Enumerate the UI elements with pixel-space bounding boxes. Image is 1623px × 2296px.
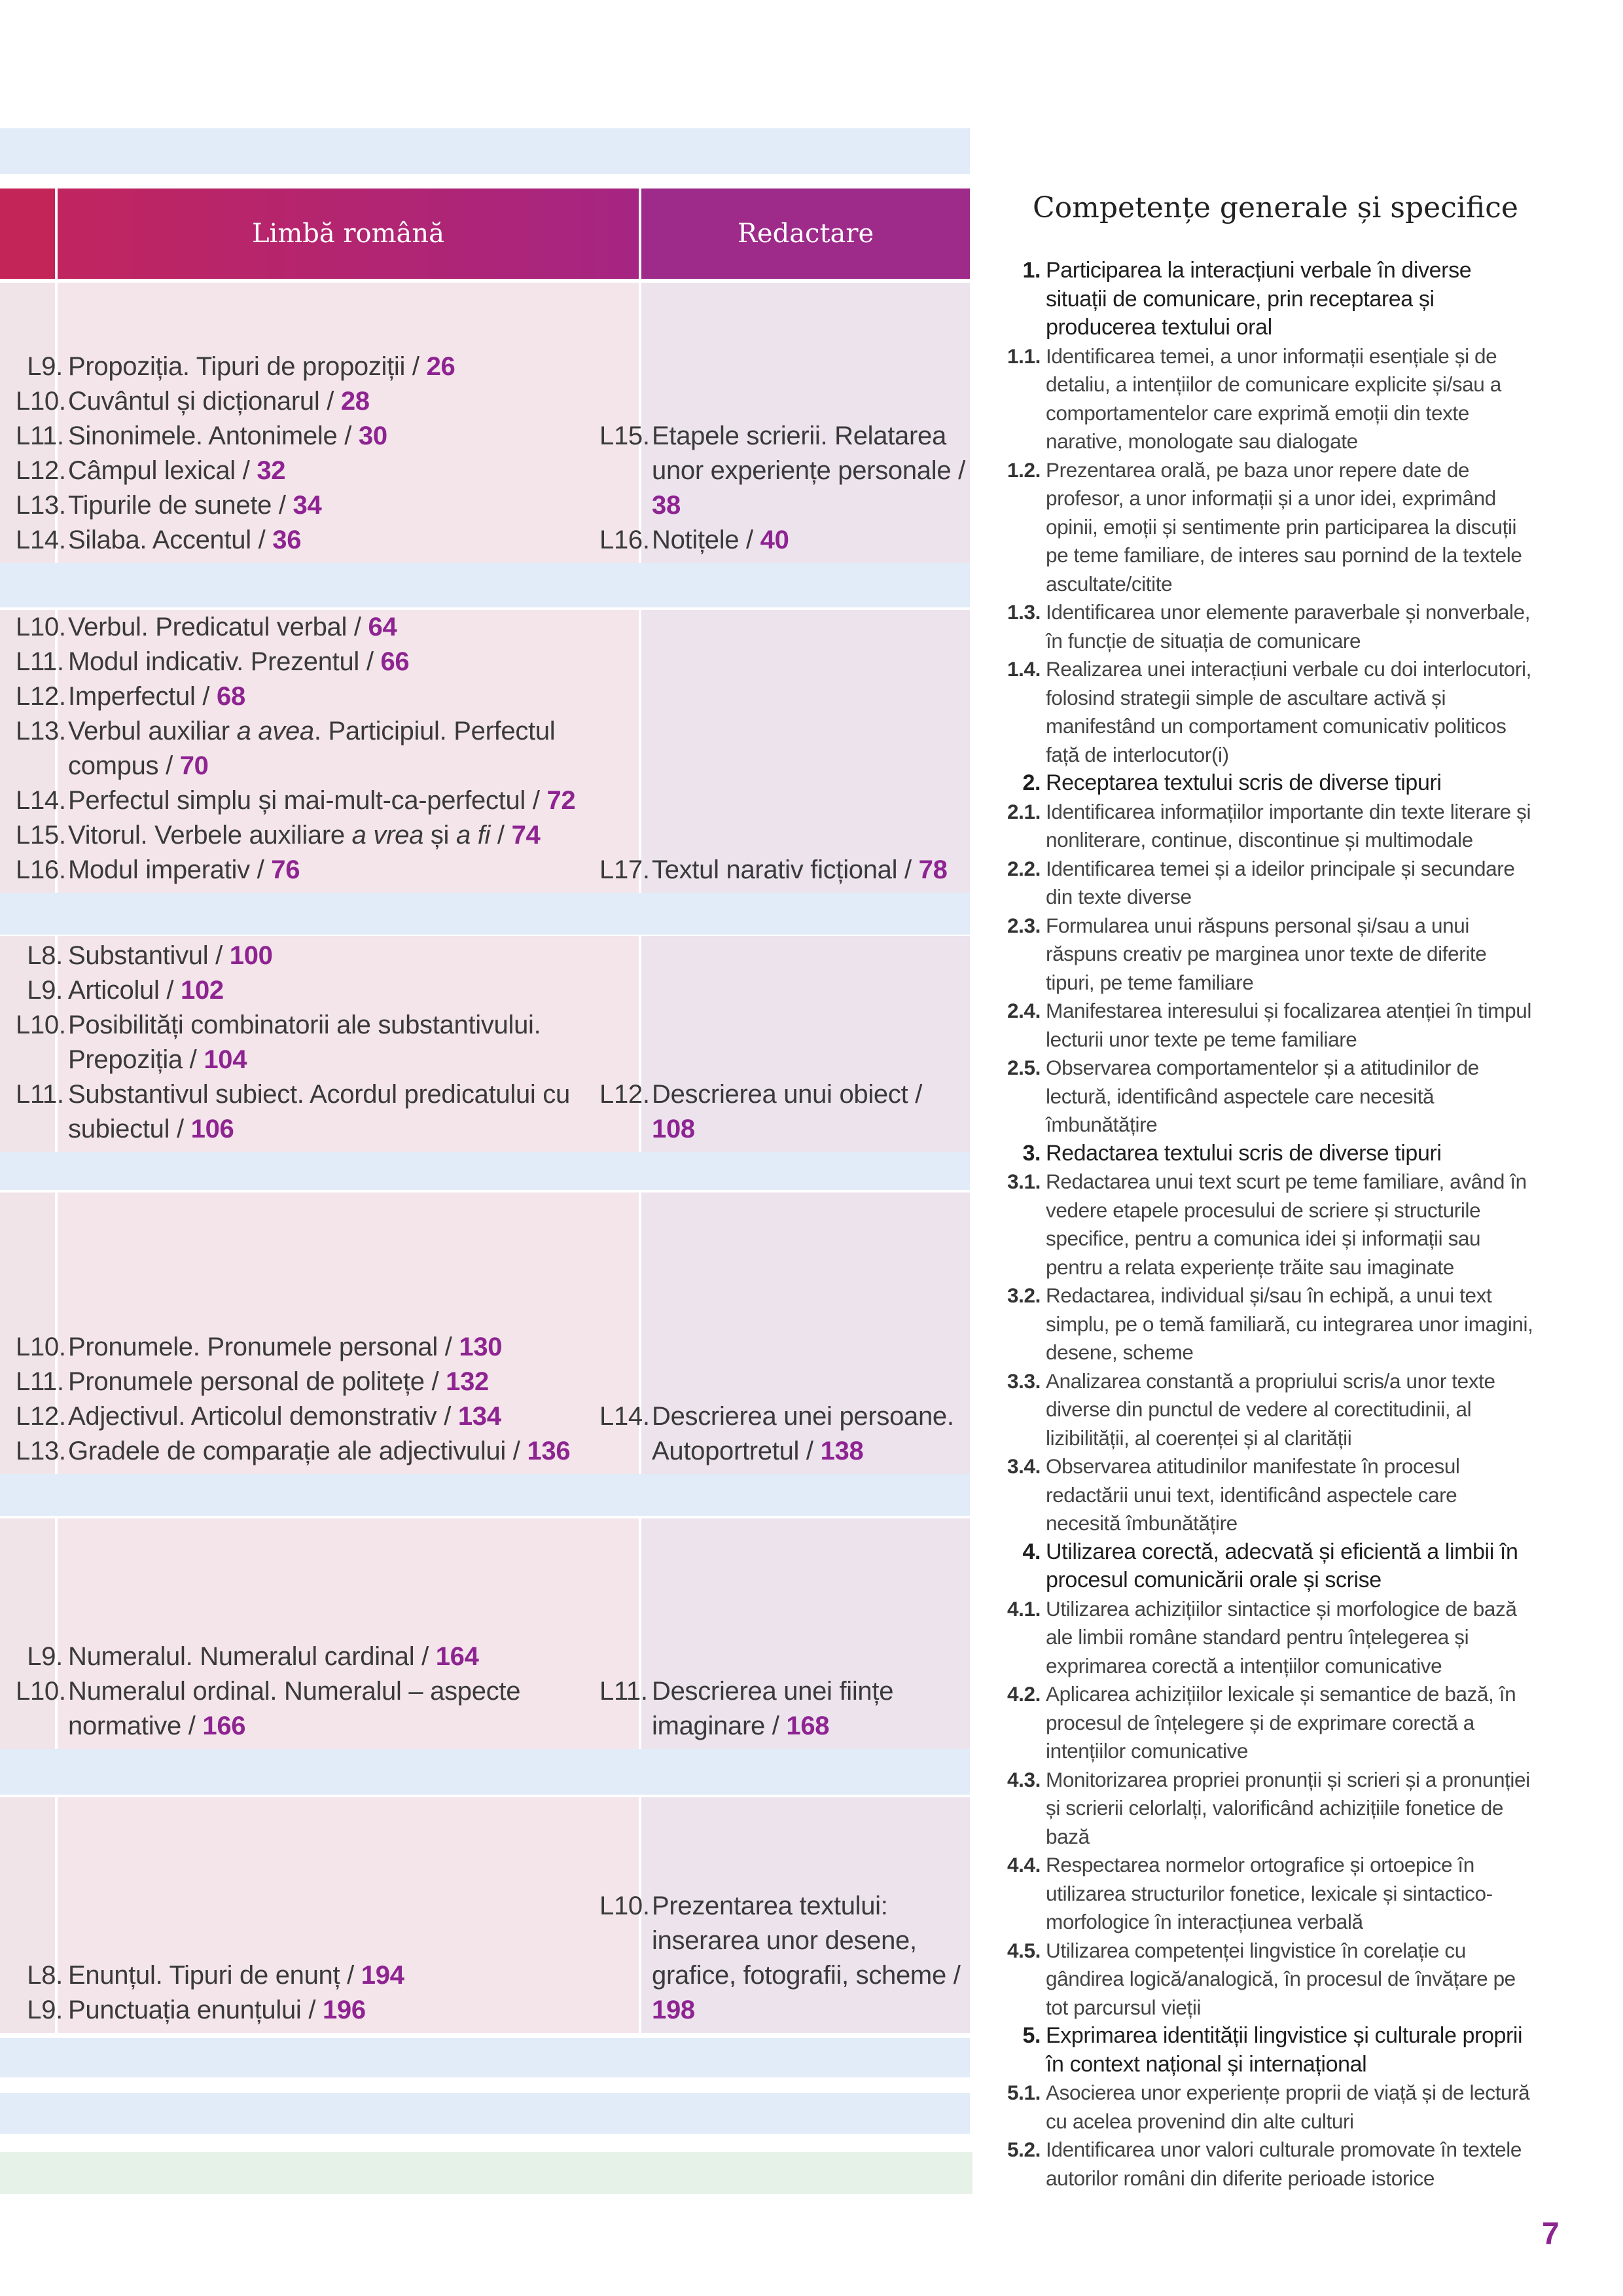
unit-separator [0, 1152, 970, 1190]
limba-romana-cell [16, 936, 639, 1152]
specific-competence [999, 1937, 1535, 2022]
lesson-item [27, 939, 639, 973]
competence-text: Utilizarea corectă, adecvată și eficientă a limbii în procesul comunicării orale și scrise [1046, 1539, 1518, 1592]
lesson-page: 76 [271, 855, 300, 884]
lesson-item [16, 488, 639, 523]
lesson-item [27, 350, 639, 384]
lesson-item [16, 818, 639, 853]
lesson-title: Modul indicativ. Prezentul / [68, 647, 381, 676]
competence-text: Realizarea unei interacțiuni verbale cu doi interlocutori, folosind strategii simple de ascultare activă și manifestând un comportament comunicativ politicos față de interlocutor(i) [1046, 657, 1531, 766]
competence-text: Redactarea textului scris de diverse tipuri [1046, 1140, 1442, 1166]
competence-text: Identificarea temei, a unor informații esențiale și de detaliu, a intențiilor de comunicare explicite și/sau a comportamentelor care exprimă emoții din texte narative, monologate sau dialogate [1046, 344, 1501, 453]
lesson-list [599, 1674, 970, 1744]
lesson-title: Propoziția. Tipuri de propoziții / [68, 352, 427, 381]
lesson-item [16, 1365, 639, 1399]
competence-number: 4. [1022, 1539, 1041, 1564]
lesson-number: L8. [27, 941, 63, 970]
competence-text: Identificarea informațiilor importante din texte literare și nonliterare, continue, discontinue și multimodale [1046, 799, 1531, 852]
competence-number: 4.1. [1007, 1596, 1041, 1621]
lesson-number: L15. [16, 821, 66, 850]
unit-separator [0, 1474, 970, 1516]
lesson-title: Imperfectul / [68, 682, 217, 711]
specific-competence [999, 2136, 1535, 2193]
competence-text: Identificarea unor valori culturale promovate în textele autorilor români din diferite perioade istorice [1046, 2138, 1522, 2190]
lesson-title: Sinonimele. Antonimele / [68, 422, 359, 450]
general-competence [999, 1139, 1535, 1168]
lesson-list [599, 419, 970, 558]
competence-number: 1.3. [1007, 600, 1041, 624]
specific-competence [999, 1282, 1535, 1367]
competence-number: 3.3. [1007, 1369, 1041, 1393]
competence-text: Formularea unui răspuns personal și/sau a unui răspuns creativ pe marginea unor texte de diferite tipuri, pe teme familiare [1046, 913, 1487, 994]
lesson-item [16, 1399, 639, 1434]
limba-romana-cell [16, 1193, 639, 1474]
lesson-number: L10. [16, 613, 66, 641]
lesson-item [16, 783, 639, 818]
competence-number: 2.5. [1007, 1056, 1041, 1079]
lesson-number: L11. [599, 1677, 648, 1706]
lesson-page: 198 [652, 1996, 695, 2024]
specific-competence [999, 1452, 1535, 1538]
lesson-title: Punctuația enunțului / [68, 1996, 323, 2024]
lesson-page: 108 [652, 1115, 695, 1143]
lesson-number: L14. [16, 786, 66, 815]
lesson-title: Posibilități combinatorii ale substantivului. Prepoziția / [68, 1011, 541, 1074]
lesson-item [599, 1399, 970, 1469]
lesson-page: 68 [217, 682, 245, 711]
competence-number: 4.3. [1007, 1767, 1041, 1791]
lesson-page: 164 [435, 1642, 479, 1671]
lesson-item [16, 610, 639, 645]
redactare-cell [599, 1518, 970, 1749]
unit-separator [0, 563, 970, 607]
lesson-title: Textul narativ ficțional / [652, 855, 919, 884]
lesson-list [16, 1330, 639, 1469]
lesson-page: 196 [322, 1996, 366, 2024]
specific-competence [999, 1680, 1535, 1766]
competence-text: Utilizarea competenței lingvistice în corelație cu gândirea logică/analogică, în procesul de învățare pe tot parcursul vieții [1046, 1938, 1516, 2019]
lesson-number: L11. [16, 647, 64, 676]
competence-number: 1. [1022, 258, 1041, 283]
lesson-item [599, 419, 970, 523]
unit-separator [0, 1749, 970, 1795]
lesson-page: 130 [459, 1333, 503, 1361]
competence-text: Redactarea unui text scurt pe teme familiare, având în vedere etapele procesului de scriere și structurile specifice, pentru a comunica idei și informații sau pentru a relata experiențe trăite sau imaginate [1046, 1170, 1527, 1279]
page-number: 7 [1542, 2217, 1560, 2251]
lesson-page: 106 [190, 1115, 234, 1143]
lesson-page: 34 [293, 491, 322, 520]
lesson-item [599, 523, 970, 558]
lesson-title: Cuvântul și dicționarul / [68, 387, 341, 416]
competence-number: 3.4. [1007, 1454, 1041, 1478]
lesson-number: L16. [599, 526, 650, 554]
lesson-number: L9. [27, 352, 63, 381]
lesson-list [27, 1958, 639, 2028]
specific-competence [999, 1168, 1535, 1282]
specific-competence [999, 1851, 1535, 1937]
lesson-number: L12. [16, 1402, 66, 1431]
lesson-number: L13. [16, 717, 66, 745]
lesson-page: 32 [257, 456, 286, 485]
lesson-number: L17. [599, 855, 650, 884]
specific-competence [999, 1595, 1535, 1681]
lesson-page: 138 [820, 1437, 864, 1465]
bottom-band-1 [0, 2038, 970, 2077]
lesson-title: Descrierea unei ființe imaginare / [652, 1677, 894, 1740]
lesson-number: L9. [27, 1996, 63, 2024]
lesson-page: 72 [546, 786, 576, 815]
lesson-title: Substantivul subiect. Acordul predicatului cu subiectul / [68, 1080, 570, 1143]
competence-number: 2.4. [1007, 999, 1041, 1022]
competence-text: Respectarea normelor ortografice și ortoepice în utilizarea structurilor fonetice, lexicale și sintactico-morfologice în interacțiunea verbală [1046, 1853, 1493, 1933]
lesson-number: L13. [16, 1437, 66, 1465]
limba-romana-cell [16, 1518, 639, 1749]
lesson-number: L10. [16, 1333, 66, 1361]
general-competence [999, 2022, 1535, 2079]
lesson-item [27, 1640, 639, 1674]
lesson-number: L11. [16, 422, 64, 450]
lesson-item [27, 1958, 639, 1993]
general-competence [999, 1538, 1535, 1595]
lesson-title: Gradele de comparație ale adjectivului / [68, 1437, 527, 1465]
specific-competence [999, 997, 1535, 1054]
lesson-page: 100 [229, 941, 273, 970]
competence-number: 3.2. [1007, 1283, 1041, 1307]
lesson-title: Numeralul ordinal. Numeralul – aspecte normative / [68, 1677, 521, 1740]
unit-separator [0, 893, 970, 935]
competence-number: 3.1. [1007, 1170, 1041, 1193]
lesson-item [16, 645, 639, 679]
specific-competence [999, 1766, 1535, 1852]
competence-text: Observarea atitudinilor manifestate în procesul redactării unui text, identificând aspectele care necesită îmbunătățire [1046, 1454, 1460, 1535]
lesson-page: 136 [527, 1437, 571, 1465]
unit-cell [0, 1518, 55, 1749]
lesson-page: 102 [181, 976, 224, 1005]
competences-list [999, 257, 1535, 2193]
lesson-title: Verbul. Predicatul verbal / [68, 613, 368, 641]
competence-text: Redactarea, individual și/sau în echipă, a unui text simplu, pe o temă familiară, cu integrarea unor imagini, desene, scheme [1046, 1283, 1533, 1364]
competence-text: Analizarea constantă a propriului scris/a unor texte diverse din punctul de vedere al corectitudinii, al lizibilității, al coerenței și al clarității [1046, 1369, 1495, 1450]
competence-text: Identificarea temei și a ideilor principale și secundare din texte diverse [1046, 856, 1515, 908]
specific-competence [999, 855, 1535, 912]
competence-text: Identificarea unor elemente paraverbale și nonverbale, în funcție de situația de comunicare [1046, 600, 1531, 653]
lesson-list [599, 1077, 970, 1147]
lesson-page: 66 [380, 647, 410, 676]
lesson-title: Pronumele. Pronumele personal / [68, 1333, 459, 1361]
top-band [0, 128, 970, 174]
competence-text: Monitorizarea propriei pronunții și scrieri și a pronunției și scrierii celorlalți, valorificând achizițiile fonetice de bază [1046, 1767, 1530, 1848]
competence-text: Manifestarea interesului și focalizarea atenției în timpul lecturii unor texte pe teme familiare [1046, 999, 1531, 1051]
lesson-title: Numeralul. Numeralul cardinal / [68, 1642, 436, 1671]
lesson-list [16, 610, 639, 888]
lesson-number: L11. [16, 1080, 64, 1109]
specific-competence [999, 456, 1535, 599]
competence-number: 5.1. [1007, 2081, 1041, 2104]
lesson-page: 64 [368, 613, 397, 641]
lesson-title: Modul imperativ / [68, 855, 272, 884]
bottom-band-3 [0, 2152, 972, 2194]
competence-text: Observarea comportamentelor și a atitudinilor de lectură, identificând aspectele care necesită îmbunătățire [1046, 1056, 1479, 1136]
lesson-title: Descrierea unui obiect / [652, 1080, 923, 1109]
competence-number: 1.4. [1007, 657, 1041, 681]
redactare-cell [599, 610, 970, 893]
lesson-number: L14. [16, 526, 66, 554]
lesson-item [16, 1330, 639, 1365]
lesson-number: L10. [599, 1892, 650, 1920]
specific-competence [999, 342, 1535, 456]
lesson-page: 70 [179, 751, 209, 780]
lesson-number: L12. [16, 456, 66, 485]
lesson-page: 40 [760, 526, 789, 554]
lesson-item [16, 853, 639, 888]
header-limba-romana: Limbă română [58, 188, 639, 279]
redactare-cell [599, 283, 970, 563]
lesson-item [599, 1077, 970, 1147]
lesson-number: L11. [16, 1367, 64, 1396]
lesson-number: L13. [16, 491, 66, 520]
lesson-title: Enunțul. Tipuri de enunț / [68, 1961, 361, 1990]
lesson-title: Notițele / [652, 526, 760, 554]
lesson-number: L10. [16, 387, 66, 416]
header-redactare: Redactare [641, 188, 970, 279]
competence-number: 4.4. [1007, 1853, 1041, 1876]
lesson-item [16, 454, 639, 488]
competence-number: 3. [1022, 1140, 1041, 1166]
lesson-page: 78 [918, 855, 948, 884]
competences-title: Competențe generale și specifice [1033, 191, 1518, 224]
lesson-number: L10. [16, 1011, 66, 1039]
lesson-list [599, 1399, 970, 1469]
competence-text: Prezentarea orală, pe baza unor repere date de profesor, a unor informații și a unor idei, exprimând opinii, emoții și sentimente prin participarea la discuții pe teme familiare, de interes sau pornind de la textele ascultate/citite [1046, 457, 1522, 596]
competence-text: Utilizarea achizițiilor sintactice și morfologice de bază ale limbii române standard pentru înțelegerea și exprimarea corectă a intențiilor comunicative [1046, 1596, 1517, 1677]
competence-number: 2.1. [1007, 799, 1041, 823]
lesson-title: Vitorul. Verbele auxiliare a vrea și a fi / [68, 821, 512, 850]
lesson-item [16, 1008, 639, 1077]
competence-number: 5.2. [1007, 2138, 1041, 2161]
competence-number: 2. [1022, 770, 1041, 795]
lesson-item [16, 523, 639, 558]
redactare-cell [599, 1193, 970, 1474]
lesson-item [599, 1674, 970, 1744]
competence-text: Exprimarea identității lingvistice și culturale proprii în context național și internațional [1046, 2023, 1523, 2077]
lesson-title: Pronumele personal de politețe / [68, 1367, 446, 1396]
lesson-page: 30 [358, 422, 387, 450]
specific-competence [999, 798, 1535, 855]
specific-competence [999, 912, 1535, 997]
lesson-title: Verbul auxiliar a avea. Participiul. Perfectul compus / [68, 717, 556, 780]
bottom-band-2 [0, 2093, 970, 2134]
specific-competence [999, 1054, 1535, 1139]
lesson-title: Articolul / [68, 976, 181, 1005]
lesson-title: Tipurile de sunete / [68, 491, 293, 520]
competence-number: 2.2. [1007, 856, 1041, 880]
lesson-item [27, 973, 639, 1008]
lesson-title: Descrierea unei persoane. Autoportretul / [652, 1402, 954, 1465]
lesson-number: L10. [16, 1677, 66, 1706]
lesson-number: L8. [27, 1961, 63, 1990]
lesson-page: 104 [204, 1045, 247, 1074]
lesson-number: L9. [27, 976, 63, 1005]
lesson-list [599, 1889, 970, 2028]
lesson-item [16, 1674, 639, 1744]
lesson-list [16, 1640, 639, 1744]
lesson-item [599, 853, 970, 888]
competence-number: 5. [1022, 2023, 1041, 2048]
lesson-number: L15. [599, 422, 650, 450]
lesson-title: Adjectivul. Articolul demonstrativ / [68, 1402, 458, 1431]
limba-romana-cell [16, 610, 639, 893]
lesson-page: 194 [361, 1961, 404, 1990]
limba-romana-cell [27, 1797, 639, 2033]
lesson-list [599, 853, 970, 888]
lesson-item [16, 1077, 639, 1147]
lesson-number: L16. [16, 855, 66, 884]
competence-number: 2.3. [1007, 913, 1041, 937]
redactare-cell [599, 1797, 970, 2033]
lesson-title: Perfectul simplu și mai-mult-ca-perfectul / [68, 786, 547, 815]
lesson-list [16, 939, 639, 1147]
lesson-title: Prezentarea textului: inserarea unor desene, grafice, fotografii, scheme / [652, 1892, 961, 1990]
redactare-cell [599, 936, 970, 1152]
lesson-title: Silaba. Accentul / [68, 526, 273, 554]
lesson-title: Etapele scrierii. Relatarea unor experiențe personale / [652, 422, 965, 485]
lesson-page: 166 [202, 1712, 246, 1740]
lesson-number: L14. [599, 1402, 650, 1431]
lesson-list [16, 350, 639, 558]
competence-text: Participarea la interacțiuni verbale în diverse situații de comunicare, prin receptarea și producerea textului oral [1046, 258, 1472, 340]
lesson-number: L12. [16, 682, 66, 711]
lesson-title: Substantivul / [68, 941, 230, 970]
competence-number: 4.2. [1007, 1682, 1041, 1706]
specific-competence [999, 1367, 1535, 1453]
lesson-item [599, 1889, 970, 2028]
lesson-item [16, 714, 639, 783]
lesson-page: 134 [457, 1402, 501, 1431]
specific-competence [999, 2079, 1535, 2136]
lesson-page: 36 [272, 526, 302, 554]
competence-text: Asocierea unor experiențe proprii de viață și de lectură cu acelea provenind din alte culturi [1046, 2081, 1530, 2133]
lesson-page: 74 [511, 821, 541, 850]
lesson-item [27, 1993, 639, 2028]
competence-text: Aplicarea achizițiilor lexicale și semantice de bază, în procesul de înțelegere și de exprimare corectă a intențiilor comunicative [1046, 1682, 1516, 1763]
lesson-number: L12. [599, 1080, 650, 1109]
lesson-item [16, 1434, 639, 1469]
general-competence [999, 769, 1535, 798]
lesson-item [16, 419, 639, 454]
general-competence [999, 257, 1535, 342]
lesson-page: 28 [340, 387, 370, 416]
specific-competence [999, 655, 1535, 769]
limba-romana-cell [16, 283, 639, 563]
lesson-page: 168 [786, 1712, 830, 1740]
lesson-title: Câmpul lexical / [68, 456, 257, 485]
lesson-number: L9. [27, 1642, 63, 1671]
lesson-page: 38 [652, 491, 681, 520]
lesson-item [16, 679, 639, 714]
header-unit-column [0, 188, 55, 279]
lesson-page: 132 [446, 1367, 489, 1396]
competence-number: 1.1. [1007, 344, 1041, 368]
lesson-item [16, 384, 639, 419]
competence-text: Receptarea textului scris de diverse tipuri [1046, 770, 1442, 795]
competence-number: 4.5. [1007, 1938, 1041, 1962]
lesson-page: 26 [426, 352, 455, 381]
specific-competence [999, 598, 1535, 655]
competence-number: 1.2. [1007, 457, 1041, 482]
